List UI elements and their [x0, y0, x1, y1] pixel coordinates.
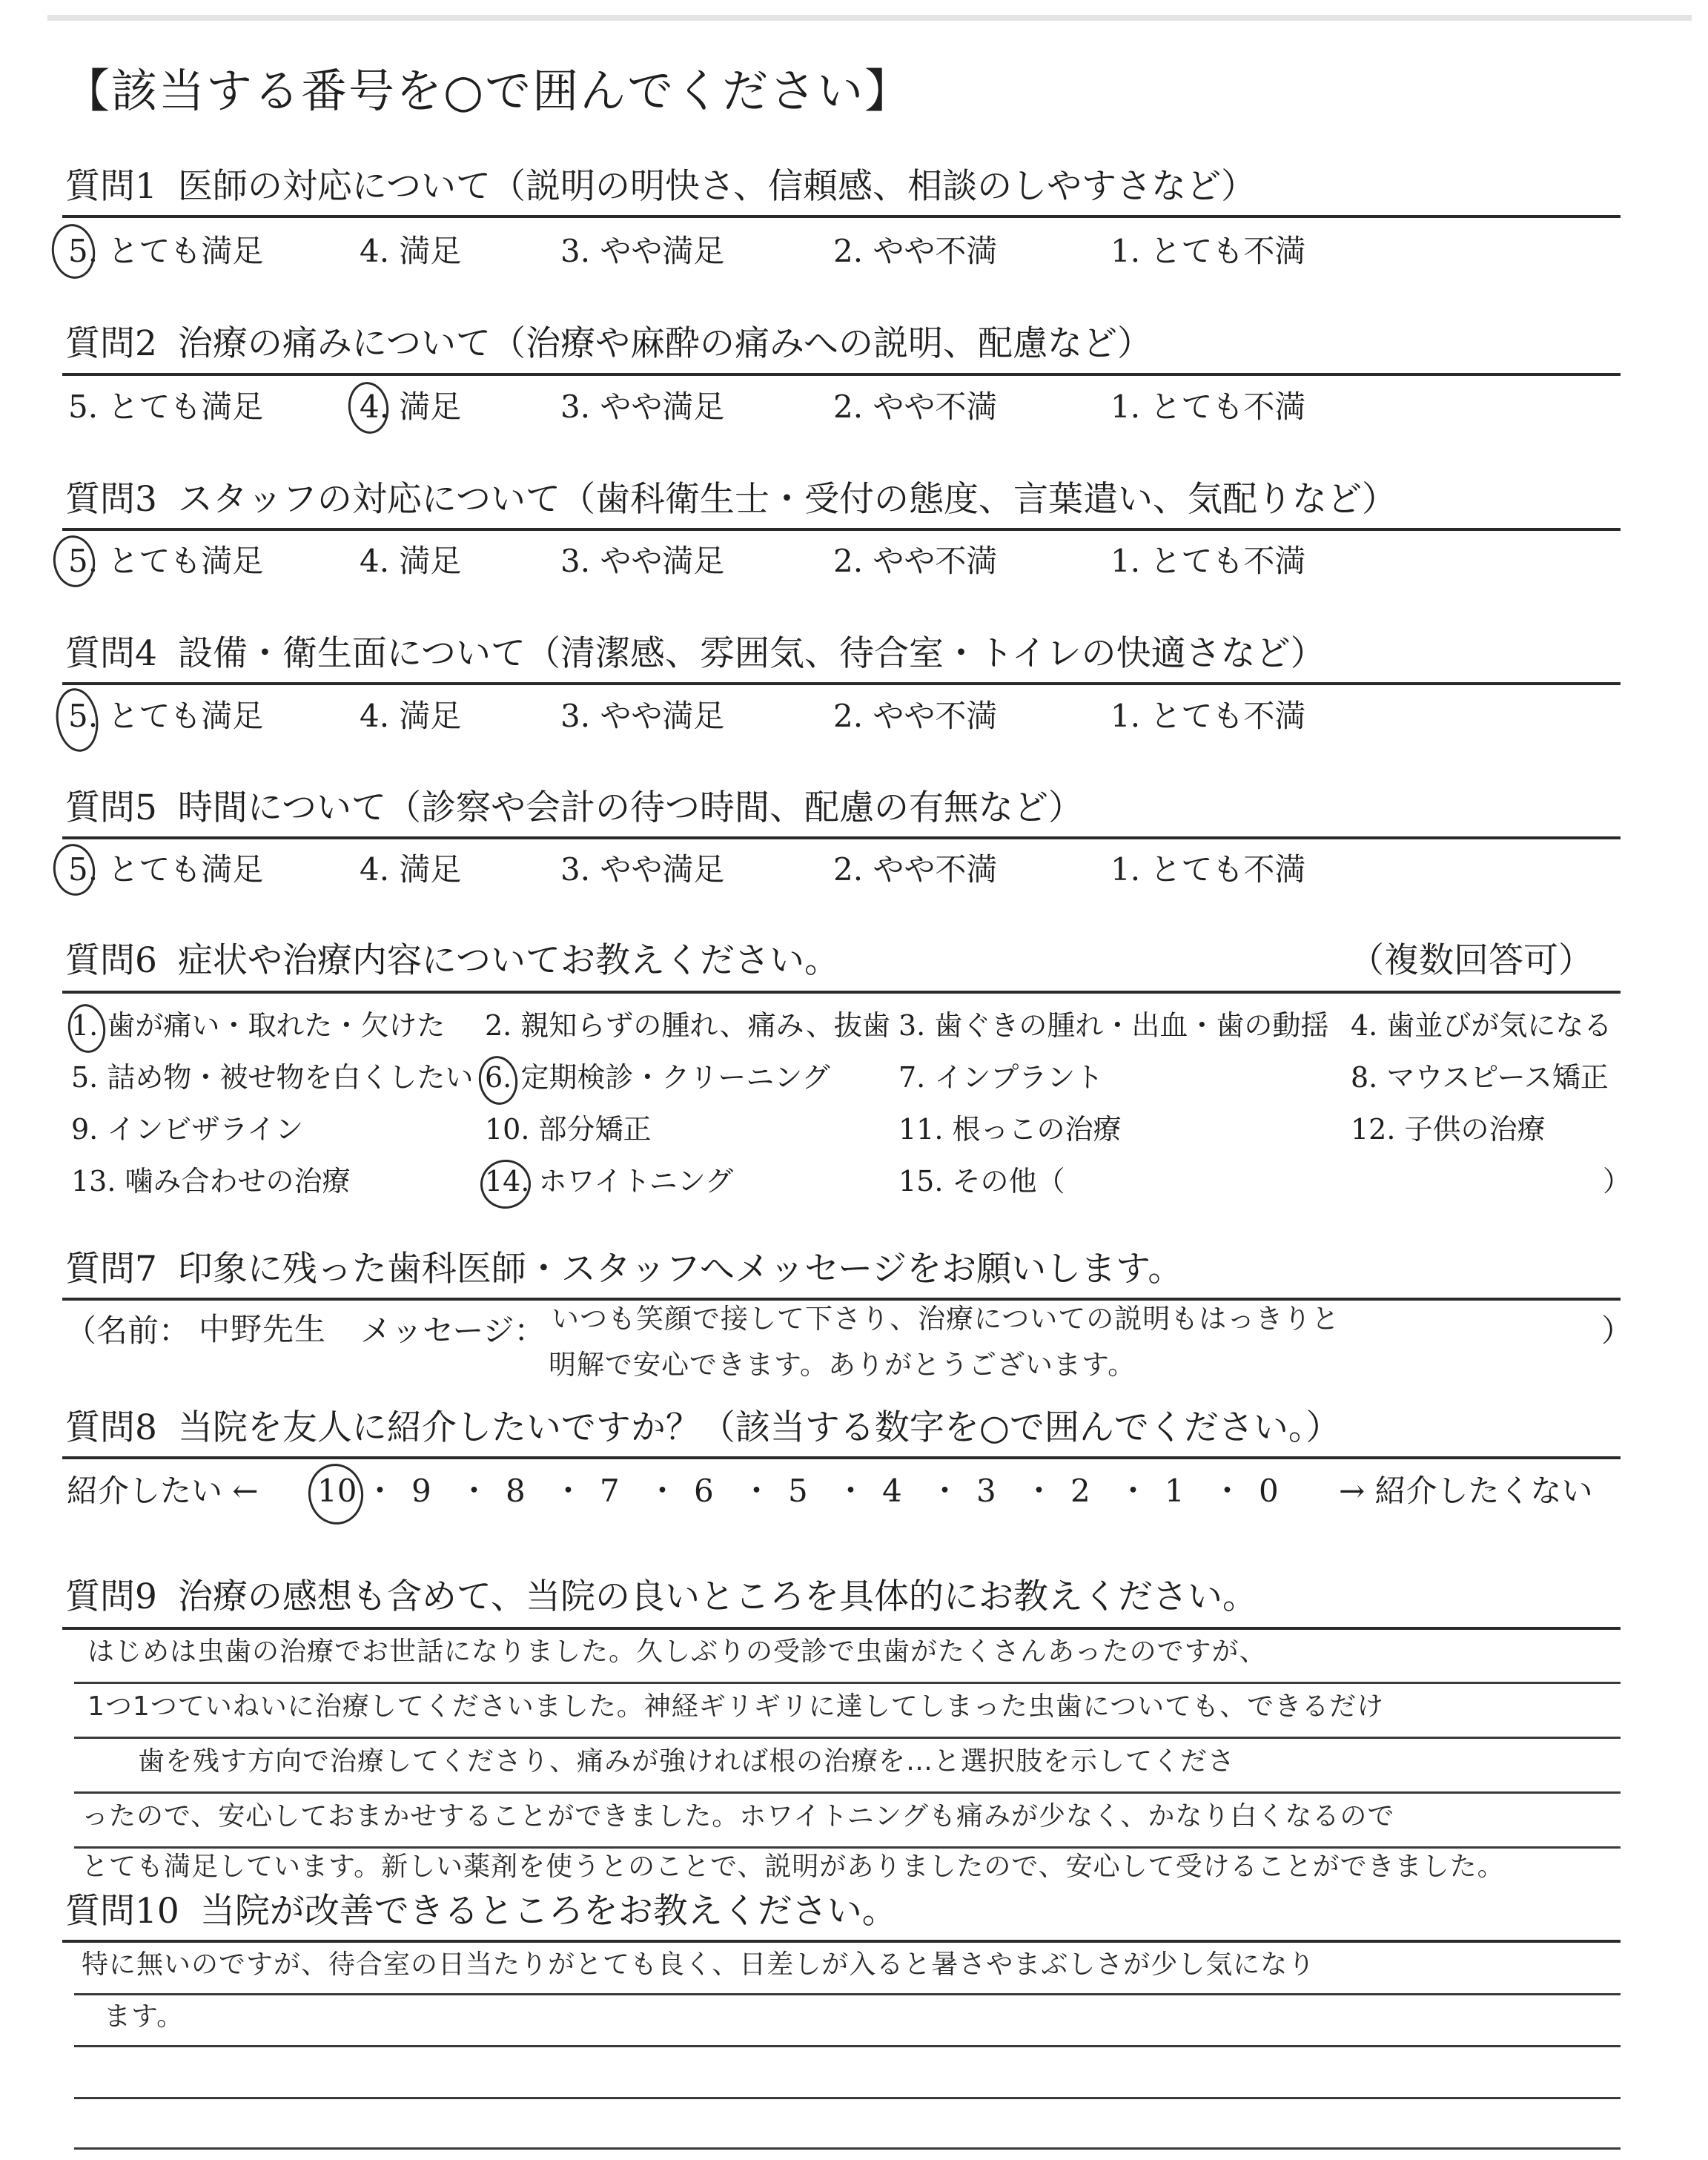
q4-option-2[interactable]: 2. やや不満 — [833, 698, 998, 734]
question-number: 質問6 — [65, 940, 157, 981]
question-8-rule — [62, 1456, 1621, 1459]
question-2 — [65, 323, 1153, 364]
q3-option-3[interactable]: 3. やや満足 — [560, 543, 725, 579]
question-number: 質問3 — [65, 479, 157, 520]
q9-writing-line — [74, 1737, 1621, 1739]
question-9-rule — [62, 1627, 1621, 1630]
q9-writing-line — [74, 1846, 1621, 1849]
q8-scale-separator: ・ — [741, 1473, 772, 1509]
question-number: 質問1 — [65, 166, 157, 207]
q9-writing-line — [74, 1791, 1621, 1794]
question-number: 質問9 — [65, 1576, 157, 1617]
question-4 — [65, 633, 1325, 674]
q3-answer-circle — [50, 532, 98, 589]
question-text: 設備・衛生面について（清潔感、雰囲気、待合室・トイレの快適さなど） — [177, 633, 1325, 674]
q8-scale-value-1[interactable]: 1 — [1165, 1473, 1185, 1509]
q8-scale-separator: ・ — [929, 1473, 961, 1509]
question-text: 印象に残った歯科医師・スタッフへメッセージをお願いします。 — [177, 1249, 1183, 1289]
q8-answer-circle — [305, 1460, 368, 1528]
question-7-rule — [62, 1298, 1621, 1301]
q8-scale-value-0[interactable]: 0 — [1259, 1473, 1279, 1509]
q8-scale-separator: ・ — [1117, 1473, 1149, 1509]
q4-option-1[interactable]: 1. とても不満 — [1110, 698, 1306, 734]
q10-writing-line — [74, 1993, 1621, 1995]
q6-option-14[interactable]: 14. ホワイトニング — [485, 1165, 734, 1198]
q2-option-2[interactable]: 2. やや不満 — [833, 389, 998, 425]
question-text: 当院が改善できるところをお教えください。 — [199, 1891, 897, 1932]
q3-option-2[interactable]: 2. やや不満 — [833, 543, 998, 579]
q3-option-1[interactable]: 1. とても不満 — [1110, 543, 1306, 579]
question-6-rule — [62, 991, 1621, 994]
q1-option-5[interactable]: 5. とても満足 — [68, 233, 264, 269]
q8-scale-value-3[interactable]: 3 — [976, 1473, 996, 1509]
q1-option-3[interactable]: 3. やや満足 — [560, 233, 725, 269]
question-7 — [65, 1249, 1183, 1289]
q8-left-label: 紹介したい ← — [67, 1473, 259, 1509]
question-10-rule — [62, 1940, 1621, 1943]
q5-option-3[interactable]: 3. やや満足 — [560, 851, 725, 888]
question-text: スタッフの対応について（歯科衛生士・受付の態度、言葉遣い、気配りなど） — [177, 479, 1397, 520]
q2-option-1[interactable]: 1. とても不満 — [1110, 389, 1306, 425]
q9-handwritten-line-2: 1つ1つていねいに治療してくださいました。神経ギリギリに達してしまった虫歯についても、できるだけ — [87, 1691, 1385, 1722]
q8-scale-value-7[interactable]: 7 — [600, 1473, 620, 1509]
q7-message-handwritten-line-2: 明解で安心できます。ありがとうございます。 — [549, 1349, 1136, 1381]
question-text: 治療の痛みについて（治療や麻酔の痛みへの説明、配慮など） — [177, 323, 1153, 364]
q8-scale-value-10[interactable]: 10 — [317, 1473, 357, 1509]
q6-option-2[interactable]: 2. 親知らずの腫れ、痛み、抜歯 — [485, 1009, 890, 1042]
q6-option-3[interactable]: 3. 歯ぐきの腫れ・出血・歯の動揺 — [898, 1009, 1329, 1042]
question-3 — [65, 479, 1397, 520]
q7-close-paren: ） — [1601, 1312, 1633, 1349]
q5-answer-circle — [50, 841, 98, 898]
question-text: 時間について（診察や会計の待つ時間、配慮の有無など） — [177, 787, 1083, 828]
q8-scale-separator: ・ — [364, 1473, 396, 1509]
q5-option-4[interactable]: 4. 満足 — [360, 851, 462, 888]
q10-writing-line — [74, 2097, 1621, 2099]
q4-answer-circle — [52, 686, 102, 755]
q8-scale-value-4[interactable]: 4 — [882, 1473, 902, 1509]
q10-handwritten-line-2: ます。 — [104, 2001, 185, 2032]
q6-option-15[interactable]: 15. その他（ — [898, 1165, 1065, 1198]
q9-handwritten-line-5: とても満足しています。新しい薬剤を使うとのことで、説明がありましたので、安心して受けることができました。 — [82, 1852, 1505, 1882]
scan-top-border — [47, 15, 1692, 21]
question-1 — [65, 166, 1257, 207]
question-6 — [65, 940, 839, 981]
q9-writing-line — [74, 1682, 1621, 1684]
question-8 — [65, 1407, 1341, 1448]
q3-option-4[interactable]: 4. 満足 — [360, 543, 462, 579]
question-text: 当院を友人に紹介したいですか？（該当する数字を○で囲んでください。） — [177, 1407, 1341, 1448]
question-5-rule — [62, 836, 1621, 839]
q8-scale-separator: ・ — [1023, 1473, 1055, 1509]
q8-scale-value-2[interactable]: 2 — [1070, 1473, 1090, 1509]
q9-handwritten-line-4: ったので、安心しておまかせすることができました。ホワイトニングも痛みが少なく、かなり白くなるので — [82, 1801, 1395, 1832]
q6-option-12[interactable]: 12. 子供の治療 — [1351, 1113, 1546, 1146]
q1-option-4[interactable]: 4. 満足 — [360, 233, 462, 269]
question-number: 質問5 — [65, 787, 157, 828]
q2-option-5[interactable]: 5. とても満足 — [68, 389, 264, 425]
question-5 — [65, 787, 1083, 828]
question-9 — [65, 1576, 1257, 1617]
q8-scale-value-5[interactable]: 5 — [788, 1473, 808, 1509]
q5-option-5[interactable]: 5. とても満足 — [68, 851, 264, 888]
question-6-note: （複数回答可） — [1349, 940, 1593, 981]
q8-scale-separator: ・ — [458, 1473, 490, 1509]
q6-option-1[interactable]: 1. 歯が痛い・取れた・欠けた — [71, 1009, 446, 1042]
q1-option-2[interactable]: 2. やや不満 — [833, 233, 998, 269]
q2-option-4[interactable]: 4. 満足 — [360, 389, 462, 425]
q6-option-11[interactable]: 11. 根っこの治療 — [898, 1113, 1122, 1146]
q8-right-label: → 紹介したくない — [1339, 1473, 1593, 1509]
q1-option-1[interactable]: 1. とても不満 — [1110, 233, 1306, 269]
q6-option-4[interactable]: 4. 歯並びが気になる — [1351, 1009, 1612, 1042]
q6-option-5[interactable]: 5. 詰め物・被せ物を白くしたい — [71, 1061, 474, 1094]
q3-option-5[interactable]: 5. とても満足 — [68, 543, 264, 579]
question-number: 質問10 — [65, 1891, 179, 1932]
q7-message-label: メッセージ： — [360, 1312, 546, 1349]
question-4-rule — [62, 682, 1621, 685]
q9-handwritten-line-3: 歯を残す方向で治療してくださり、痛みが強ければ根の治療を…と選択肢を示してくださ — [138, 1746, 1236, 1777]
question-text: 医師の対応について（説明の明快さ、信頼感、相談のしやすさなど） — [177, 166, 1257, 207]
q8-scale-separator: ・ — [646, 1473, 678, 1509]
q8-scale-value-9[interactable]: 9 — [411, 1473, 431, 1509]
q6-option-9[interactable]: 9. インビザライン — [71, 1113, 304, 1146]
question-number: 質問2 — [65, 323, 157, 364]
q7-name-handwritten: 中野先生 — [199, 1311, 327, 1347]
form-title: 【該当する番号を○で囲んでください】 — [64, 64, 913, 118]
q10-handwritten-line-1: 特に無いのですが、待合室の日当たりがとても良く、日差しが入ると暑さやまぶしさが少し気になり — [82, 1949, 1316, 1980]
q5-option-2[interactable]: 2. やや不満 — [833, 851, 998, 888]
q7-name-label: （名前： — [65, 1312, 191, 1349]
q8-scale-separator: ・ — [1211, 1473, 1243, 1509]
question-text: 治療の感想も含めて、当院の良いところを具体的にお教えください。 — [177, 1576, 1257, 1617]
q10-writing-line — [74, 2147, 1621, 2150]
q7-message-handwritten-line-1: いつも笑顔で接して下さり、治療についての説明もはっきりと — [552, 1303, 1340, 1335]
q4-option-4[interactable]: 4. 満足 — [360, 698, 462, 734]
question-number: 質問7 — [65, 1249, 157, 1289]
q6-option-13[interactable]: 13. 噛み合わせの治療 — [71, 1165, 351, 1198]
q6-option-15-close: ） — [1603, 1165, 1632, 1198]
q5-option-1[interactable]: 1. とても不満 — [1110, 851, 1306, 888]
q9-handwritten-line-1: はじめは虫歯の治療でお世話になりました。久しぶりの受診で虫歯がたくさんあったのですが、 — [87, 1636, 1267, 1667]
q1-answer-circle — [48, 221, 99, 281]
question-1-rule — [62, 215, 1621, 218]
question-3-rule — [62, 528, 1621, 531]
q8-scale-separator: ・ — [552, 1473, 584, 1509]
question-2-rule — [62, 373, 1621, 376]
q6-option-10[interactable]: 10. 部分矯正 — [485, 1113, 652, 1146]
q6-option-6[interactable]: 6. 定期検診・クリーニング — [485, 1061, 830, 1094]
q6-option-7[interactable]: 7. インプラント — [898, 1061, 1104, 1094]
question-number: 質問4 — [65, 633, 157, 674]
q2-option-3[interactable]: 3. やや満足 — [560, 389, 725, 425]
q6-option-8[interactable]: 8. マウスピース矯正 — [1351, 1061, 1609, 1094]
q8-scale-value-8[interactable]: 8 — [506, 1473, 526, 1509]
question-10 — [65, 1891, 897, 1932]
question-text: 症状や治療内容についてお教えください。 — [177, 940, 839, 981]
q8-scale-value-6[interactable]: 6 — [694, 1473, 714, 1509]
q10-writing-line — [74, 2045, 1621, 2047]
q4-option-5[interactable]: 5. とても満足 — [68, 698, 264, 734]
question-number: 質問8 — [65, 1407, 157, 1448]
q8-scale-separator: ・ — [835, 1473, 867, 1509]
q4-option-3[interactable]: 3. やや満足 — [560, 698, 725, 734]
